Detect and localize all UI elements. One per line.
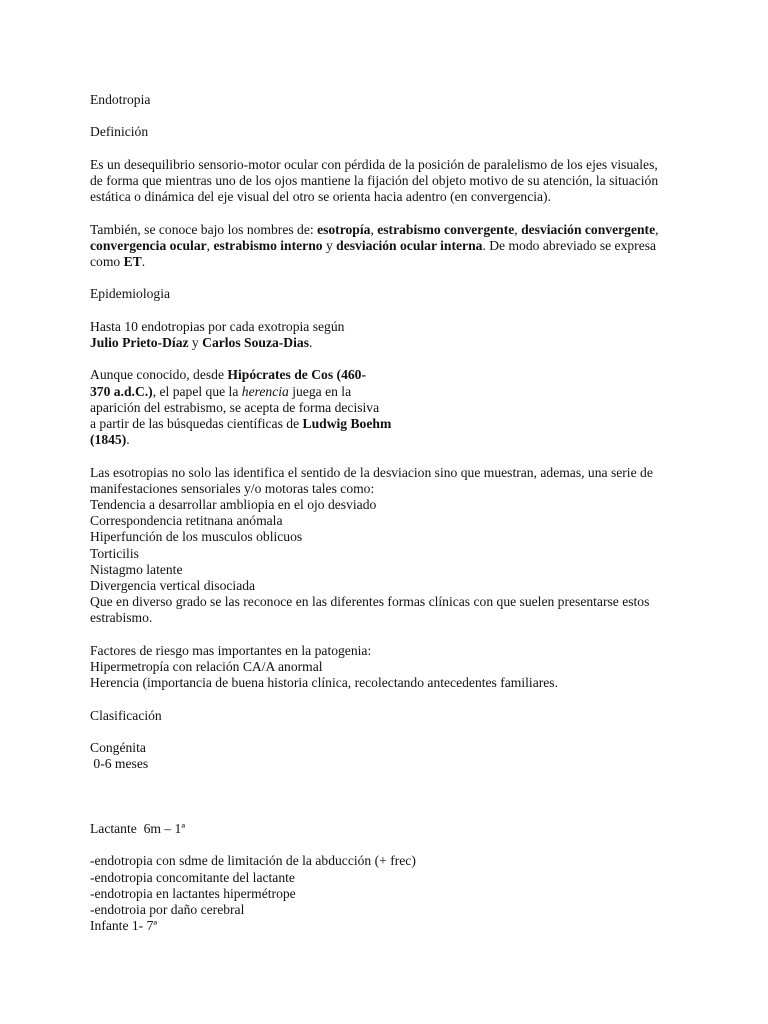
synonym-sep: , <box>514 221 522 237</box>
history-line <box>90 416 690 432</box>
list-item: Nistagmo latente <box>90 561 183 577</box>
synonym-term: desviación convergente <box>521 221 656 237</box>
definition-heading: Definición <box>90 124 149 140</box>
infant-heading: Lactante 6m – 1ª <box>90 820 186 836</box>
manifestations-intro-line: Las esotropias no solo las identifica el sentido de la desviacion sino que muestran, ademas, una serie de <box>90 464 653 480</box>
manifestations-outro-line: Que en diverso grado se las reconoce en las diferentes formas clínicas con que suelen presentarse estos <box>90 594 650 610</box>
definition-paragraph <box>90 157 690 206</box>
history-line <box>90 432 690 448</box>
conjunction: y <box>188 334 203 350</box>
epidemiology-line: Hasta 10 endotropias por cada exotropia según <box>90 318 345 334</box>
epidemiology-heading: Epidemiologia <box>90 286 171 302</box>
history-name: 370 a.d.C.) <box>90 383 153 399</box>
synonyms-intro: También, se conoce bajo los nombres de: <box>90 221 318 237</box>
list-item: -endotropia con sdme de limitación de la abducción (+ frec) <box>90 853 416 869</box>
synonym-sep: y <box>322 237 337 253</box>
list-item: Torticilis <box>90 545 139 561</box>
list-item: -endotropia concomitante del lactante <box>90 869 295 885</box>
synonyms-line <box>90 222 690 238</box>
synonym-sep: . <box>141 253 146 269</box>
definition-line: de forma que mientras uno de los ojos mantiene la fijación del objeto motivo de su atención, la situación <box>90 172 659 188</box>
risk-block <box>90 643 690 692</box>
synonym-sep: , <box>206 237 214 253</box>
list-item: -endotroia por daño cerebral <box>90 901 245 917</box>
history-emphasis: herencia <box>241 383 289 399</box>
history-line: aparición del estrabismo, se acepta de forma decisiva <box>90 399 380 415</box>
synonyms-line <box>90 254 690 270</box>
list-item: Hiperfunción de los musculos oblicuos <box>90 529 303 545</box>
history-name: (1845) <box>90 432 127 448</box>
classification-heading: Clasificación <box>90 707 162 723</box>
list-item: -endotropia en lactantes hipermétrope <box>90 885 296 901</box>
list-item: Divergencia vertical disociada <box>90 577 256 593</box>
risk-heading: Factores de riesgo mas importantes en la patogenia: <box>90 642 372 658</box>
list-item: Herencia (importancia de buena historia clínica, recolectando antecedentes familiares. <box>90 675 558 691</box>
manifestations-block <box>90 465 690 627</box>
synonym-abbrev: ET <box>123 253 142 269</box>
epidemiology-paragraph <box>90 319 690 351</box>
definition-line: Es un desequilibrio sensorio-motor ocular con pérdida de la posición de paralelismo de los ejes visuales, <box>90 156 658 172</box>
history-name: Hipócrates de Cos (460- <box>227 367 366 383</box>
synonym-term: convergencia ocular <box>90 237 207 253</box>
child-heading: Infante 1- 7ª <box>90 918 158 934</box>
congenital-range: 0-6 meses <box>90 756 149 772</box>
history-name: Ludwig Boehm <box>302 415 392 431</box>
manifestations-outro-line: estrabismo. <box>90 610 153 626</box>
list-item: Tendencia a desarrollar ambliopia en el ojo desviado <box>90 496 377 512</box>
author-name: Carlos Souza-Dias <box>202 334 309 350</box>
list-item: Correspondencia retitnana anómala <box>90 513 283 529</box>
infant-block <box>90 853 690 934</box>
author-name: Julio Prieto-Díaz <box>90 334 189 350</box>
history-text: Aunque conocido, desde <box>90 367 228 383</box>
document-title: Endotropia <box>90 92 151 107</box>
history-line <box>90 384 690 400</box>
document-body <box>90 92 690 951</box>
synonyms-line <box>90 238 690 254</box>
congenital-label: Congénita <box>90 739 146 755</box>
synonym-sep: . De modo abreviado se expresa <box>482 237 657 253</box>
synonym-term: desviación ocular interna <box>336 237 483 253</box>
sentence-end: . <box>309 334 313 350</box>
manifestations-intro-line: manifestaciones sensoriales y/o motoras tales como: <box>90 480 375 496</box>
congenital-block <box>90 740 690 772</box>
history-text: juega en la <box>288 383 352 399</box>
synonym-term: esotropía <box>317 221 371 237</box>
synonym-term: estrabismo convergente <box>377 221 515 237</box>
definition-line: estática o dinámica del eje visual del otro se orienta hacia adentro (en convergencia). <box>90 189 551 205</box>
list-item: Hipermetropía con relación CA/A anormal <box>90 658 323 674</box>
epidemiology-line <box>90 335 690 351</box>
history-line <box>90 367 690 383</box>
history-paragraph <box>90 367 690 448</box>
history-text: a partir de las búsquedas científicas de <box>90 415 303 431</box>
synonym-sep: , <box>655 221 659 237</box>
synonym-sep: , <box>370 221 378 237</box>
history-text: , el papel que la <box>152 383 242 399</box>
spacer <box>90 789 690 821</box>
history-text: . <box>126 432 130 448</box>
synonym-sep: como <box>90 253 124 269</box>
synonyms-paragraph <box>90 222 690 271</box>
synonym-term: estrabismo interno <box>213 237 323 253</box>
